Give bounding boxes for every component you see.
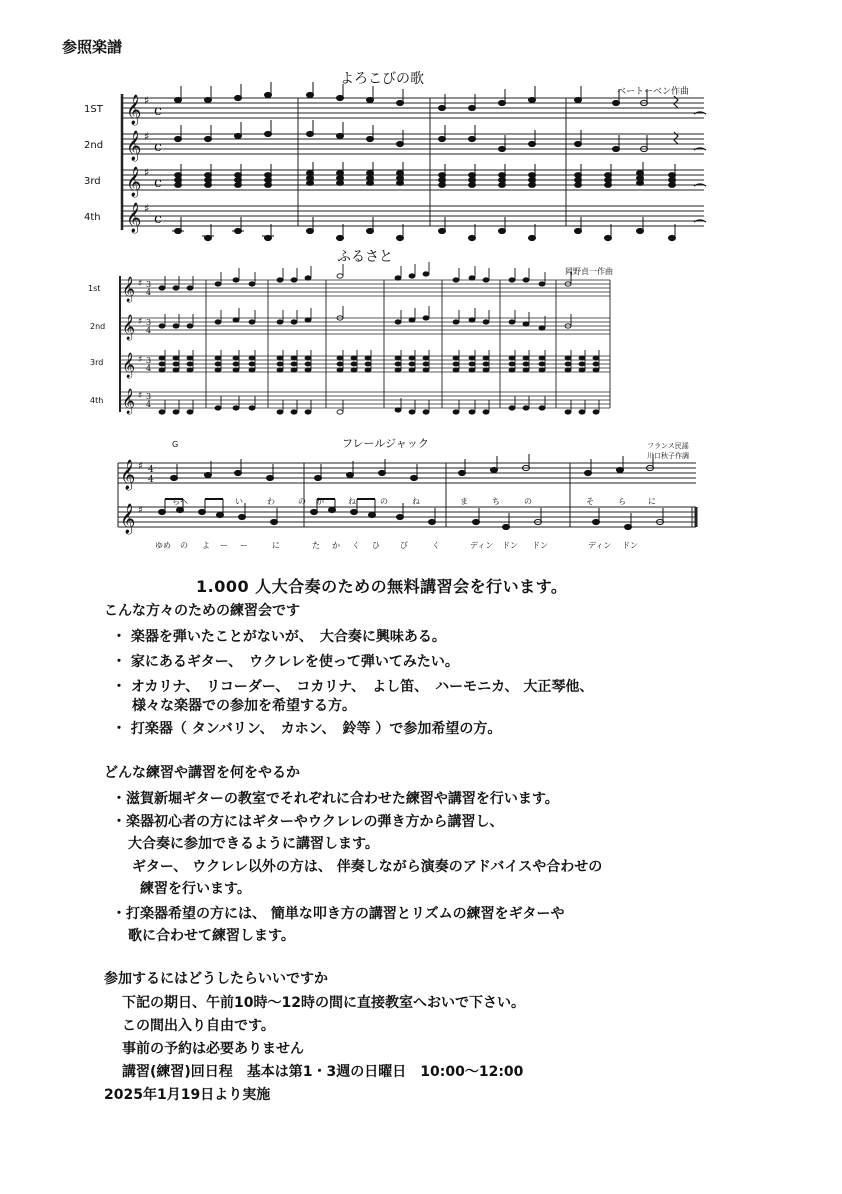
lyric-2: へ: [180, 497, 188, 506]
lyric-1: ら: [172, 497, 180, 506]
score2-staff-lines: [120, 280, 610, 408]
lyric2-6: に: [272, 541, 280, 550]
svg-text:𝄞: 𝄞: [120, 504, 136, 534]
score3-composer-2: 川口秋子作調: [647, 452, 689, 460]
section1-item-1: ・ 楽器を弾いたことがないが、 大合奏に興味ある。: [112, 629, 446, 645]
svg-text:c: c: [154, 103, 162, 119]
svg-text:c: c: [154, 211, 162, 227]
main-title: 1.000 人大合奏のための無料講習会を行います。: [196, 577, 568, 596]
score2-part-4: 4th: [90, 396, 104, 405]
section1-item-2: ・ 家にあるギター、 ウクレレを使って弾いてみたい。: [112, 654, 459, 670]
section3-item-1: 下記の期日、午前10時～12時の間に直接教室へおいで下さい。: [122, 995, 525, 1011]
section2-item-3: 大合奏に参加できるように講習します。: [128, 836, 379, 852]
svg-text:♯: ♯: [144, 94, 150, 107]
svg-text:3: 3: [146, 356, 152, 365]
svg-text:♯: ♯: [144, 202, 150, 215]
svg-text:c: c: [154, 139, 162, 155]
score2-part-1: 1st: [88, 284, 101, 293]
score1-part-4: 4th: [84, 212, 101, 223]
section2-item-6: ・打楽器希望の方には、 簡単な叩き方の講習とリズムの練習をギターや: [112, 906, 565, 922]
svg-text:♯: ♯: [138, 391, 143, 401]
score1-notes: [172, 82, 676, 241]
score1-barlines: [122, 94, 566, 230]
lyric2-2: の: [180, 541, 188, 550]
lyric-14: ら: [618, 497, 626, 506]
svg-text:♯: ♯: [138, 355, 143, 365]
lyric2-15: ドン: [532, 541, 548, 550]
section1-item-5: ・ 打楽器（ タンバリン、 カホン、 鈴等 ）で参加希望の方。: [112, 721, 502, 737]
score1-notation: [118, 92, 714, 242]
svg-text:4: 4: [148, 465, 154, 475]
svg-text:♯: ♯: [138, 505, 143, 516]
score3-chord: G: [172, 440, 179, 449]
svg-text:4: 4: [146, 326, 152, 335]
section1-item-3: ・ オカリナ、 リコーダー、 コカリナ、 よし笛、 ハーモニカ、 大正琴他、: [112, 679, 594, 695]
score2-notation: [116, 274, 616, 424]
score1-part-1: 1ST: [84, 104, 103, 115]
svg-text:𝄞: 𝄞: [122, 389, 136, 414]
lyric-5: の: [298, 497, 306, 506]
svg-text:𝄞: 𝄞: [126, 95, 142, 125]
score3-title: フレールジャック: [342, 437, 429, 450]
score3-composer-1: フランス民謡: [647, 442, 689, 450]
section3-item-3: 事前の予約は必要ありません: [122, 1041, 304, 1057]
page-header: 参照楽譜: [62, 38, 123, 56]
score1-part-3: 3rd: [84, 176, 101, 187]
svg-text:c: c: [154, 175, 162, 191]
svg-text:3: 3: [146, 280, 152, 289]
svg-text:𝄞: 𝄞: [122, 353, 136, 378]
score2-notes: [159, 262, 599, 414]
score1-rests: [674, 96, 706, 222]
lyric2-9: く: [352, 541, 360, 550]
section2-item-1: ・滋賀新堀ギターの教室でそれぞれに合わせた練習や講習を行います。: [112, 791, 559, 807]
section2-item-2: ・楽器初心者の方にはギターやウクレレの弾き方から講習し、: [112, 814, 504, 830]
lyric-13: そ: [586, 497, 594, 506]
svg-text:♯: ♯: [138, 461, 143, 472]
score2-part-3: 3rd: [90, 358, 104, 367]
section3-item-5: 2025年1月19日より実施: [104, 1087, 271, 1103]
svg-text:𝄞: 𝄞: [126, 167, 142, 197]
lyric-4: わ: [267, 497, 275, 506]
svg-text:4: 4: [146, 288, 152, 297]
svg-text:♯: ♯: [144, 166, 150, 179]
svg-text:♯: ♯: [138, 279, 143, 289]
lyric2-1: ゆめ: [155, 541, 171, 550]
svg-text:𝄞: 𝄞: [122, 277, 136, 302]
score2-part-2: 2nd: [90, 322, 106, 331]
lyric-11: ち: [492, 497, 500, 506]
lyric2-10: ひ: [372, 541, 380, 550]
svg-text:4: 4: [146, 400, 152, 409]
svg-text:𝄞: 𝄞: [122, 315, 136, 340]
section2-item-5: 練習を行います。: [140, 881, 251, 897]
svg-text:♯: ♯: [144, 130, 150, 143]
score3-notation: [116, 455, 706, 535]
score3-clefs: [120, 459, 154, 535]
lyric2-8: か: [332, 541, 340, 550]
section3-heading: 参加するにはどうしたらいいですか: [104, 971, 328, 987]
lyric2-3: よ: [202, 541, 210, 550]
svg-text:𝄞: 𝄞: [126, 203, 142, 233]
lyric-12: の: [524, 497, 532, 506]
score3-notes: [159, 454, 664, 530]
section1-item-4: 様々な楽器での参加を希望する方。: [132, 698, 356, 714]
lyric2-13: ディン: [470, 541, 494, 550]
score1-part-2: 2nd: [84, 140, 104, 151]
score2-clefs: [122, 276, 151, 414]
score2-title: ふるさと: [337, 249, 393, 265]
lyric2-14: ドン: [502, 541, 518, 550]
score1-title: よろこびの歌: [340, 71, 424, 87]
lyric2-7: た: [312, 541, 320, 550]
score1-clefs: [126, 94, 162, 234]
lyric2-4: ー: [220, 541, 228, 550]
section1-heading: こんな方々のための練習会です: [104, 603, 300, 619]
lyric2-5: ー: [240, 541, 248, 550]
lyric2-16: ディン: [588, 541, 612, 550]
lyric2-11: び: [400, 541, 408, 550]
svg-text:4: 4: [146, 364, 152, 373]
svg-text:𝄞: 𝄞: [126, 131, 142, 161]
section2-item-7: 歌に合わせて練習します。: [128, 928, 295, 944]
lyric-3: い: [235, 497, 243, 506]
lyric2-12: く: [432, 541, 440, 550]
score1-staff-lines: [122, 98, 704, 226]
svg-text:4: 4: [148, 475, 154, 485]
lyric-15: に: [648, 497, 656, 506]
section3-item-2: この間出入り自由です。: [122, 1018, 275, 1034]
lyric-10: ま: [460, 497, 468, 506]
lyric-7: ね: [348, 497, 356, 506]
section2-heading: どんな練習や講習を何をやるか: [104, 765, 300, 781]
svg-text:3: 3: [146, 392, 152, 401]
score3-staff-lines: [118, 463, 696, 527]
lyric-9: ね: [412, 497, 420, 506]
lyric2-17: ドン: [622, 541, 638, 550]
svg-text:𝄞: 𝄞: [120, 460, 136, 490]
lyric-8: の: [380, 497, 388, 506]
section2-item-4: ギター、 ウクレレ以外の方は、 伴奏しながら演奏のアドバイスや合わせの: [132, 859, 603, 875]
svg-text:♯: ♯: [138, 317, 143, 327]
section3-item-4: 講習(練習)回日程 基本は第1・3週の日曜日 10:00～12:00: [122, 1064, 524, 1080]
score1-composer: ベートーベン作曲: [617, 87, 690, 97]
svg-text:3: 3: [146, 318, 152, 327]
lyric-6: か: [316, 497, 324, 506]
score2-composer: 岡野貞一作曲: [565, 267, 613, 276]
